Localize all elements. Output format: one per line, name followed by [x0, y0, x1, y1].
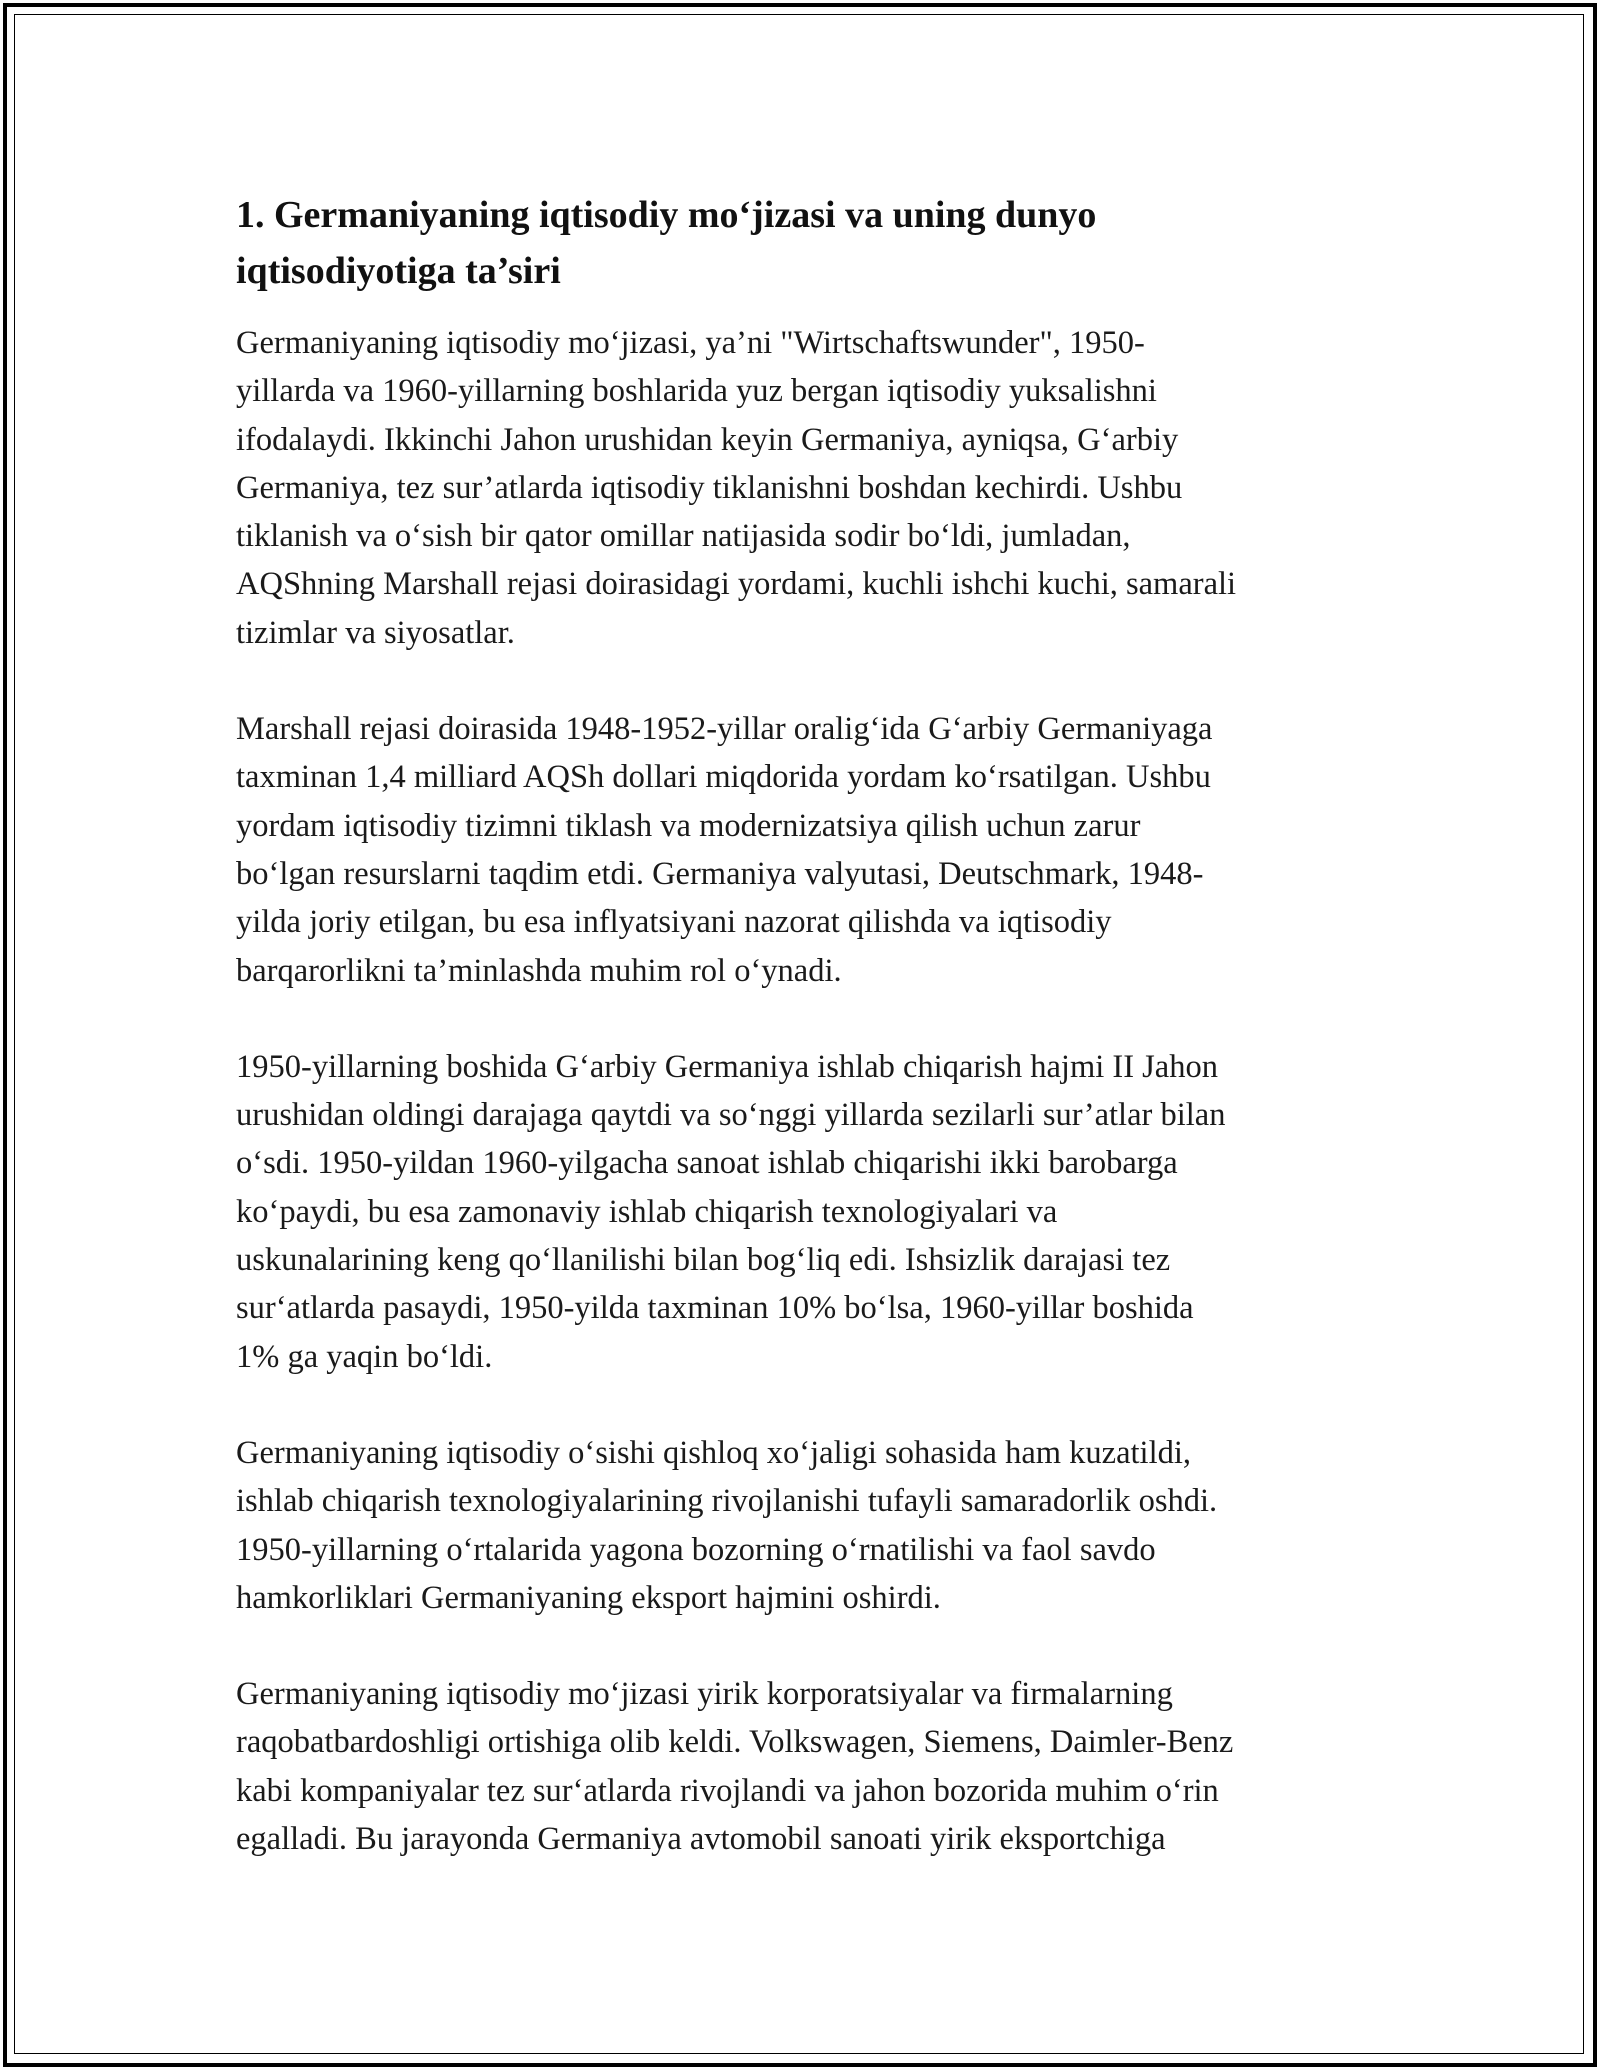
text-line: 1950-yillarning boshida G‘arbiy Germaniya ishlab chiqarish hajmi II Jahon [236, 1048, 1218, 1085]
text-line: yordam iqtisodiy tizimni tiklash va modernizatsiya qilish uchun zarur [236, 807, 1141, 844]
text-line: egalladi. Bu jarayonda Germaniya avtomobil sanoati yirik eksportchiga [236, 1821, 1166, 1858]
text-line: taxminan 1,4 milliard AQSh dollari miqdorida yordam ko‘rsatilgan. Ushbu [236, 759, 1211, 796]
text-line: yillarda va 1960-yillarning boshlarida yuz bergan iqtisodiy yuksalishni [236, 373, 1157, 410]
text-line: uskunalarining keng qo‘llanilishi bilan bog‘liq edi. Ishsizlik darajasi tez [236, 1242, 1171, 1279]
paragraph-industrial-output [236, 1043, 1376, 1381]
text-line: tizimlar va siyosatlar. [236, 614, 515, 651]
paragraph-wirtschaftswunder [236, 319, 1376, 657]
text-line: urushidan oldingi darajaga qaytdi va so‘nggi yillarda sezilarli sur’atlar bilan [236, 1097, 1226, 1134]
text-line: kabi kompaniyalar tez sur‘atlarda rivojlandi va jahon bozorida muhim o‘rin [236, 1772, 1219, 1809]
section-heading [236, 187, 1376, 299]
text-line: sur‘atlarda pasaydi, 1950-yilda taxminan 10% bo‘lsa, 1960-yillar boshida [236, 1290, 1194, 1327]
text-line: Germaniya, tez sur’atlarda iqtisodiy tiklanishni boshdan kechirdi. Ushbu [236, 469, 1183, 506]
text-line: ishlab chiqarish texnologiyalarining rivojlanishi tufayli samaradorlik oshdi. [236, 1483, 1218, 1520]
text-line: yilda joriy etilgan, bu esa inflyatsiyani nazorat qilishda va iqtisodiy [236, 904, 1112, 941]
text-line: 1950-yillarning o‘rtalarida yagona bozorning o‘rnatilishi va faol savdo [236, 1531, 1156, 1568]
text-line: Germaniyaning iqtisodiy o‘sishi qishloq xo‘jaligi sohasida ham kuzatildi, [236, 1434, 1192, 1471]
heading-line: 1. Germaniyaning iqtisodiy mo‘jizasi va uning dunyo [236, 194, 1097, 236]
text-line: Germaniyaning iqtisodiy mo‘jizasi yirik korporatsiyalar va firmalarning [236, 1676, 1173, 1713]
heading-line: iqtisodiyotiga ta’siri [236, 250, 561, 292]
text-line: tiklanish va o‘sish bir qator omillar natijasida sodir bo‘ldi, jumladan, [236, 518, 1131, 555]
text-line: barqarorlikni ta’minlashda muhim rol o‘ynadi. [236, 952, 842, 989]
document-body [236, 187, 1376, 1911]
text-line: raqobatbardoshligi ortishiga olib keldi. Volkswagen, Siemens, Daimler-Benz [236, 1724, 1234, 1761]
text-line: Germaniyaning iqtisodiy mo‘jizasi, ya’ni "Wirtschaftswunder", 1950- [236, 325, 1145, 361]
text-line: Marshall rejasi doirasida 1948-1952-yillar oralig‘ida G‘arbiy Germaniyaga [236, 711, 1213, 748]
text-line: ifodalaydi. Ikkinchi Jahon urushidan keyin Germaniya, ayniqsa, G‘arbiy [236, 421, 1179, 458]
text-line: hamkorliklari Germaniyaning eksport hajmini oshirdi. [236, 1579, 941, 1616]
text-line: o‘sdi. 1950-yildan 1960-yilgacha sanoat ishlab chiqarishi ikki barobarga [236, 1145, 1178, 1182]
text-line: 1% ga yaqin bo‘ldi. [236, 1338, 493, 1375]
paragraph-agriculture-export [236, 1429, 1376, 1622]
text-line: AQShning Marshall rejasi doirasidagi yordami, kuchli ishchi kuchi, samarali [236, 566, 1237, 603]
text-line: bo‘lgan resurslarni taqdim etdi. Germaniya valyutasi, Deutschmark, 1948- [236, 855, 1204, 892]
text-line: ko‘paydi, bu esa zamonaviy ishlab chiqarish texnologiyalari va [236, 1193, 1058, 1230]
paragraph-marshall-plan [236, 705, 1376, 995]
paragraph-corporations [236, 1670, 1376, 1863]
